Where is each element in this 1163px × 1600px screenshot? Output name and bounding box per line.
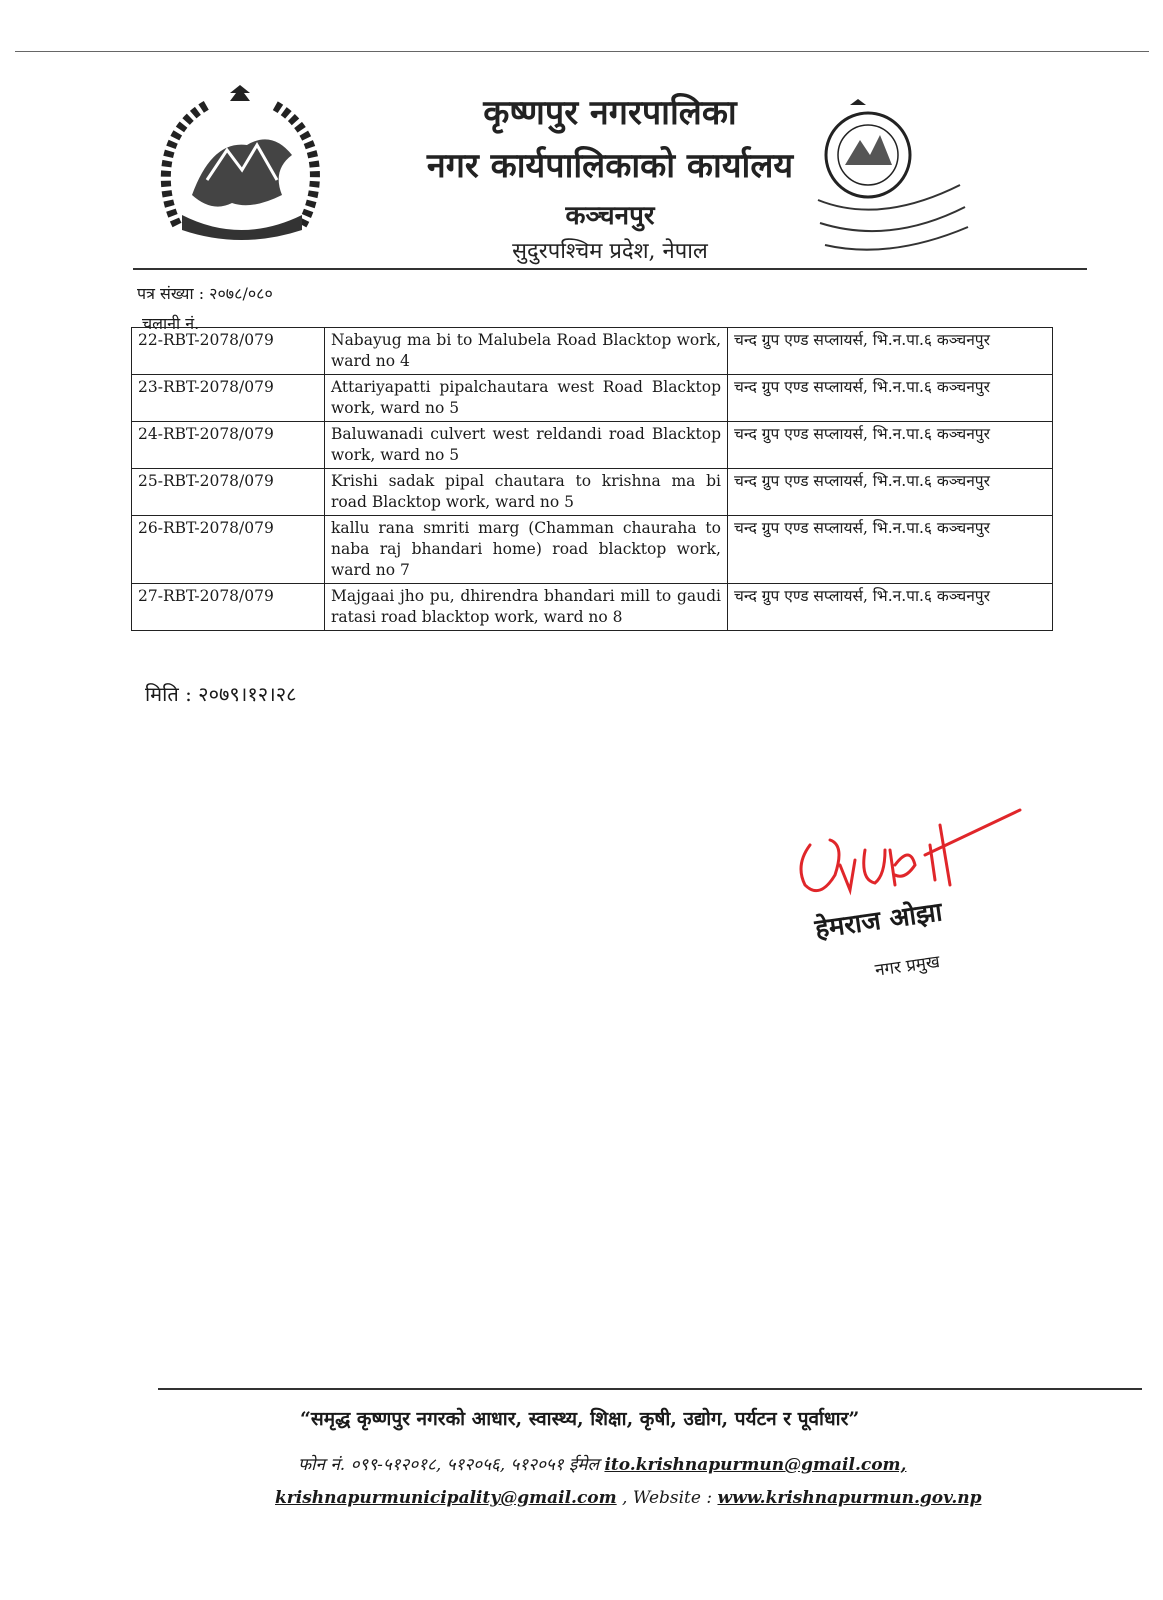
work-id-cell: 27-RBT-2078/079 xyxy=(132,584,325,631)
work-description-cell: Krishi sadak pipal chautara to krishna ma bi road Blacktop work, ward no 5 xyxy=(325,469,728,516)
supplier-cell: चन्द ग्रुप एण्ड सप्लायर्स, भि.न.पा.६ कञ्चनपुर xyxy=(728,516,1053,584)
office-seal-stamp xyxy=(810,95,970,255)
work-id-cell: 23-RBT-2078/079 xyxy=(132,375,325,422)
work-description-cell: Majgaai jho pu, dhirendra bhandari mill to gaudi ratasi road blacktop work, ward no 8 xyxy=(325,584,728,631)
work-description-cell: Nabayug ma bi to Malubela Road Blacktop work, ward no 4 xyxy=(325,328,728,375)
top-border-line xyxy=(15,51,1149,52)
footer-contact-line2 xyxy=(275,1488,981,1508)
letter-number: पत्र संख्या : २०७८/०८० xyxy=(137,284,273,303)
date: मिति : २०७९।१२।२८ xyxy=(145,682,297,706)
header-divider xyxy=(133,268,1087,270)
footer-phone: फोन नं. ०९९-५१२०१८, ५१२०५६, ५१२०५१ ईमेल xyxy=(298,1455,600,1475)
footer-divider xyxy=(158,1388,1142,1390)
supplier-cell: चन्द ग्रुप एण्ड सप्लायर्स, भि.न.पा.६ कञ्चनपुर xyxy=(728,328,1053,375)
table-row xyxy=(132,328,1053,375)
work-id-cell: 24-RBT-2078/079 xyxy=(132,422,325,469)
table-row xyxy=(132,469,1053,516)
table-row xyxy=(132,516,1053,584)
works-table xyxy=(131,327,1053,631)
footer-contact-line1 xyxy=(298,1452,906,1475)
province-name: सुदुरपश्चिम प्रदेश, नेपाल xyxy=(512,239,708,264)
footer-website-label: , Website : xyxy=(622,1488,713,1508)
table-row xyxy=(132,422,1053,469)
signatory-title: नगर प्रमुख xyxy=(873,952,942,981)
footer-motto: “समृद्ध कृष्णपुर नगरको आधार, स्वास्थ्य, शिक्षा, कृषी, उद्योग, पर्यटन र पूर्वाधार” xyxy=(300,1408,860,1430)
office-name: नगर कार्यपालिकाको कार्यालय xyxy=(426,146,794,186)
dispatch-number-label: चलानी नं. xyxy=(142,314,200,333)
municipality-name: कृष्णपुर नगरपालिका xyxy=(483,93,737,133)
supplier-cell: चन्द ग्रुप एण्ड सप्लायर्स, भि.न.पा.६ कञ्चनपुर xyxy=(728,469,1053,516)
work-description-cell: Baluwanadi culvert west reldandi road Blacktop work, ward no 5 xyxy=(325,422,728,469)
footer-website[interactable]: www.krishnapurmun.gov.np xyxy=(717,1488,982,1508)
table-row xyxy=(132,584,1053,631)
supplier-cell: चन्द ग्रुप एण्ड सप्लायर्स, भि.न.पा.६ कञ्चनपुर xyxy=(728,584,1053,631)
work-id-cell: 22-RBT-2078/079 xyxy=(132,328,325,375)
supplier-cell: चन्द ग्रुप एण्ड सप्लायर्स, भि.न.पा.६ कञ्चनपुर xyxy=(728,375,1053,422)
footer-email1[interactable]: ito.krishnapurmun@gmail.com, xyxy=(604,1455,907,1475)
work-id-cell: 25-RBT-2078/079 xyxy=(132,469,325,516)
table-row xyxy=(132,375,1053,422)
signatory-name: हेमराज ओझा xyxy=(813,897,945,945)
work-description-cell: Attariyapatti pipalchautara west Road Blacktop work, ward no 5 xyxy=(325,375,728,422)
work-id-cell: 26-RBT-2078/079 xyxy=(132,516,325,584)
district-name: कञ्चनपुर xyxy=(565,201,655,231)
work-description-cell: kallu rana smriti marg (Chamman chauraha to naba raj bhandari home) road blacktop work, ward no 7 xyxy=(325,516,728,584)
footer-email2[interactable]: krishnapurmunicipality@gmail.com xyxy=(275,1488,617,1508)
nepal-emblem-icon xyxy=(152,85,330,245)
supplier-cell: चन्द ग्रुप एण्ड सप्लायर्स, भि.न.पा.६ कञ्चनपुर xyxy=(728,422,1053,469)
